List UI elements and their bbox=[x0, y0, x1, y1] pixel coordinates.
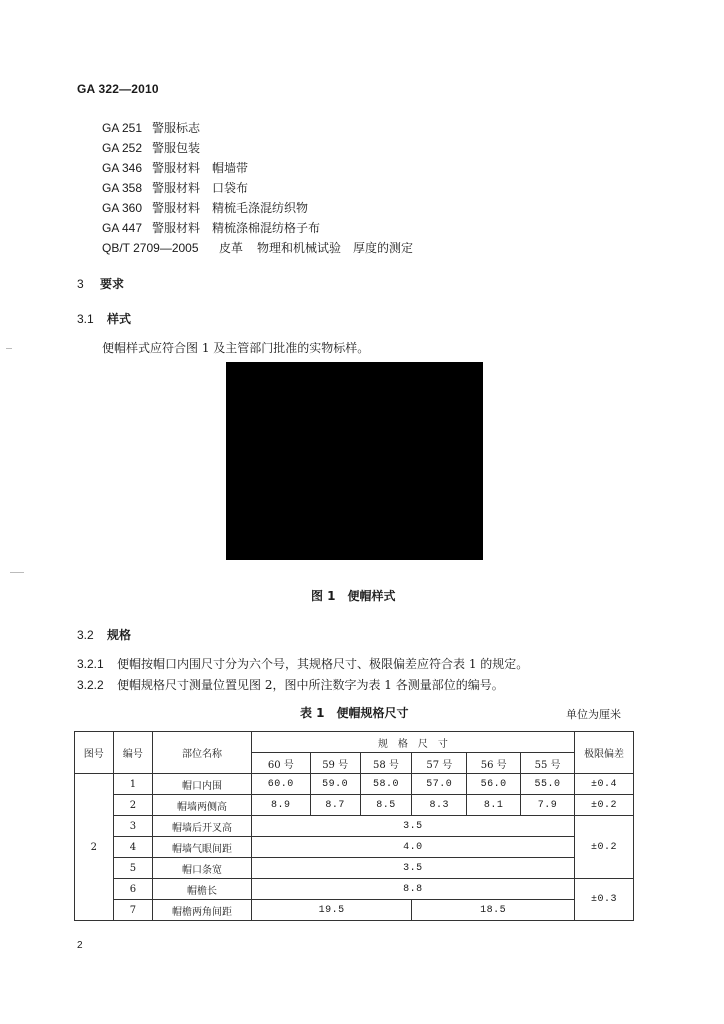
item-no-cell: 2 bbox=[113, 795, 153, 816]
section-3-heading bbox=[77, 275, 124, 292]
style-requirement-text: 便帽样式应符合图 1 及主管部门批准的实物标样。 bbox=[102, 341, 370, 355]
header-size: 60 号 bbox=[251, 753, 310, 774]
value-cell: 8.3 bbox=[412, 795, 467, 816]
clause-3-2-1 bbox=[77, 655, 528, 672]
header-size: 58 号 bbox=[360, 753, 412, 774]
reference-code: GA 358 bbox=[102, 181, 143, 195]
header-spec: 规 格 尺 寸 bbox=[251, 732, 574, 753]
figure-1-caption: 图 1 便帽样式 bbox=[311, 589, 396, 603]
section-title: 要求 bbox=[100, 277, 125, 291]
split-value-cell: 18.5 bbox=[412, 900, 575, 921]
part-name-cell: 帽墙气眼间距 bbox=[153, 837, 252, 858]
section-3-2-heading bbox=[77, 626, 131, 643]
reference-code: GA 252 bbox=[102, 141, 143, 155]
reference-item bbox=[102, 138, 413, 158]
part-name-cell: 帽口条宽 bbox=[153, 858, 252, 879]
reference-name: 警服材料 bbox=[152, 201, 201, 215]
figure-1-image bbox=[226, 362, 483, 560]
reference-title: 口袋布 bbox=[212, 181, 249, 195]
header-size: 56 号 bbox=[467, 753, 521, 774]
header-item-no: 编号 bbox=[113, 732, 153, 774]
reference-title: 精梳涤棉混纺格子布 bbox=[212, 221, 321, 235]
reference-title: 物理和机械试验 厚度的测定 bbox=[257, 241, 414, 255]
item-no-cell: 3 bbox=[113, 816, 153, 837]
merged-value-cell: 3.5 bbox=[251, 858, 574, 879]
value-cell: 56.0 bbox=[467, 774, 521, 795]
value-cell: 8.1 bbox=[467, 795, 521, 816]
part-name-cell: 帽墙两侧高 bbox=[153, 795, 252, 816]
scan-artifact bbox=[6, 348, 12, 349]
value-cell: 58.0 bbox=[360, 774, 412, 795]
part-name-cell: 帽墙后开叉高 bbox=[153, 816, 252, 837]
reference-name: 警服包装 bbox=[152, 141, 201, 155]
merged-value-cell: 4.0 bbox=[251, 837, 574, 858]
tolerance-cell: ±0.4 bbox=[575, 774, 634, 795]
section-number: 3.1 bbox=[77, 312, 94, 326]
header-size: 59 号 bbox=[310, 753, 360, 774]
reference-code: GA 447 bbox=[102, 221, 143, 235]
part-name-cell: 帽口内围 bbox=[153, 774, 252, 795]
part-name-cell: 帽檐长 bbox=[153, 879, 252, 900]
section-3-1-heading bbox=[77, 310, 131, 327]
reference-title: 帽墙带 bbox=[212, 161, 249, 175]
split-value-cell: 19.5 bbox=[251, 900, 412, 921]
spec-table bbox=[74, 731, 634, 921]
merged-value-cell: 3.5 bbox=[251, 816, 574, 837]
value-cell: 8.5 bbox=[360, 795, 412, 816]
header-tolerance: 极限偏差 bbox=[575, 732, 634, 774]
table-1-title: 表 1 便帽规格尺寸 bbox=[300, 706, 409, 720]
reference-item bbox=[102, 218, 413, 238]
value-cell: 55.0 bbox=[521, 774, 575, 795]
reference-title: 精梳毛涤混纺织物 bbox=[212, 201, 309, 215]
reference-name: 皮革 bbox=[219, 241, 244, 255]
header-size: 55 号 bbox=[521, 753, 575, 774]
section-title: 规格 bbox=[107, 628, 132, 642]
page-number: 2 bbox=[77, 940, 83, 951]
section-number: 3 bbox=[77, 277, 84, 291]
header-fig-no: 图号 bbox=[75, 732, 114, 774]
reference-name: 警服材料 bbox=[152, 181, 201, 195]
section-number: 3.2 bbox=[77, 628, 94, 642]
item-no-cell: 6 bbox=[113, 879, 153, 900]
value-cell: 8.9 bbox=[251, 795, 310, 816]
tolerance-cell: ±0.3 bbox=[575, 879, 634, 921]
tolerance-cell: ±0.2 bbox=[575, 816, 634, 879]
item-no-cell: 4 bbox=[113, 837, 153, 858]
value-cell: 8.7 bbox=[310, 795, 360, 816]
clause-number: 3.2.2 bbox=[77, 678, 104, 692]
reference-name: 警服材料 bbox=[152, 161, 201, 175]
merged-value-cell: 8.8 bbox=[251, 879, 574, 900]
clause-text: 便帽按帽口内围尺寸分为六个号，其规格尺寸、极限偏差应符合表 1 的规定。 bbox=[117, 657, 529, 671]
table-unit: 单位为厘米 bbox=[566, 708, 621, 721]
header-size: 57 号 bbox=[412, 753, 467, 774]
header-part-name: 部位名称 bbox=[153, 732, 252, 774]
reference-code: GA 360 bbox=[102, 201, 143, 215]
normative-references bbox=[102, 118, 413, 258]
item-no-cell: 5 bbox=[113, 858, 153, 879]
reference-code: QB/T 2709—2005 bbox=[102, 241, 199, 255]
clause-text: 便帽规格尺寸测量位置见图 2，图中所注数字为表 1 各测量部位的编号。 bbox=[117, 678, 504, 692]
reference-item bbox=[102, 158, 413, 178]
reference-item bbox=[102, 238, 413, 258]
scan-artifact bbox=[10, 572, 24, 573]
clause-number: 3.2.1 bbox=[77, 657, 104, 671]
reference-code: GA 346 bbox=[102, 161, 143, 175]
reference-name: 警服材料 bbox=[152, 221, 201, 235]
section-title: 样式 bbox=[107, 312, 132, 326]
reference-item bbox=[102, 118, 413, 138]
reference-code: GA 251 bbox=[102, 121, 143, 135]
value-cell: 59.0 bbox=[310, 774, 360, 795]
reference-item bbox=[102, 198, 413, 218]
part-name-cell: 帽檐两角间距 bbox=[153, 900, 252, 921]
item-no-cell: 1 bbox=[113, 774, 153, 795]
clause-3-2-2 bbox=[77, 676, 504, 693]
value-cell: 57.0 bbox=[412, 774, 467, 795]
value-cell: 60.0 bbox=[251, 774, 310, 795]
fig-no-cell: 2 bbox=[75, 774, 114, 921]
value-cell: 7.9 bbox=[521, 795, 575, 816]
reference-item bbox=[102, 178, 413, 198]
reference-name: 警服标志 bbox=[152, 121, 201, 135]
item-no-cell: 7 bbox=[113, 900, 153, 921]
tolerance-cell: ±0.2 bbox=[575, 795, 634, 816]
document-header: GA 322—2010 bbox=[77, 82, 159, 96]
